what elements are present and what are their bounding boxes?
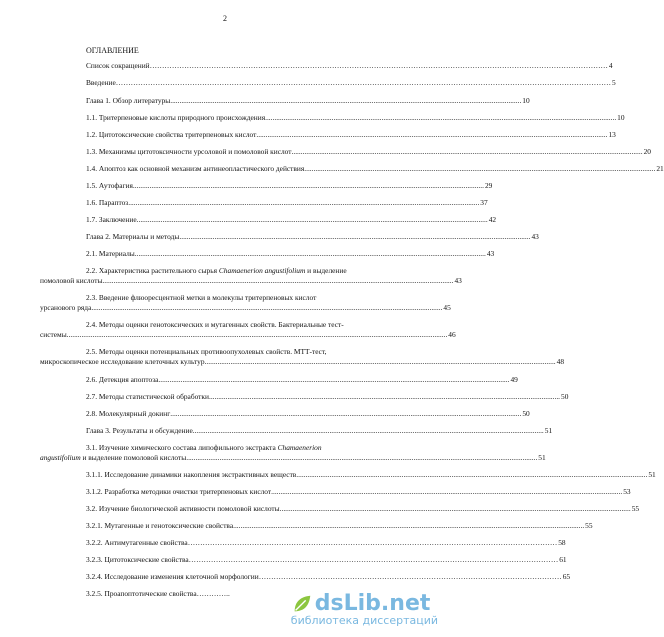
leader-dots: .............................................................................................................................................................................................. (179, 232, 531, 241)
toc-entry-text: Глава 1. Обзор литературы (86, 96, 171, 105)
toc-entry[interactable] (86, 504, 640, 513)
toc-entry-page: 37 (480, 198, 488, 207)
leader-dots: .............................................................................................................................................................................................. (136, 215, 488, 224)
toc-entry-text: Глава 3. Результаты и обсуждение (86, 426, 193, 435)
toc-entry-text: 2.2. Характеристика растительного сырья Chamaenerion angustifolium и выделение (86, 266, 347, 275)
toc-entry-text: 1.7. Заключение (86, 215, 137, 224)
leader-dots: .............................................................................................................................................................................................. (304, 164, 656, 173)
leader-dots: .............................................................................................................................................................................................. (158, 375, 510, 384)
leaf-icon (291, 593, 313, 615)
toc-entry[interactable] (86, 130, 616, 139)
toc-entry-text: помоловой кислоты (40, 276, 103, 285)
toc-entry-line2[interactable] (40, 330, 456, 339)
toc-entry-page: 20 (643, 147, 651, 156)
toc-entry-text: 3.2.1. Мутагенные и генотоксические свойства (86, 521, 234, 530)
toc-entry[interactable] (86, 215, 497, 224)
toc-entry-page: 50 (522, 409, 530, 418)
toc-entry-page: 55 (631, 504, 640, 513)
leader-dots: .............................................................................................................................................................................................. (102, 276, 454, 285)
toc-entry-page: 43 (531, 232, 539, 241)
toc-entry-text: 1.1. Тритерпеновые кислоты природного происхождения (86, 113, 266, 122)
toc-entry[interactable] (86, 198, 488, 207)
toc-entry-page: 43 (454, 276, 462, 285)
toc-entry-page: 65 (562, 572, 571, 581)
toc-entry-text: 3.1.2. Разработка методики очистки тритерпеновых кислот (86, 487, 272, 496)
toc-entry-text: 1.6. Парaптоз (86, 198, 129, 207)
toc-entry-line2[interactable] (40, 357, 565, 366)
toc-entry[interactable] (86, 589, 286, 598)
toc-entry-text: 2.6. Детекция апоптоза (86, 375, 159, 384)
leader-dots: .............................................................................................................................................................................................. (279, 504, 631, 513)
toc-entry-text: 2.7. Методы статистической обработки (86, 392, 209, 401)
toc-entry-page: 42 (488, 215, 497, 224)
page-number: 2 (223, 14, 227, 23)
logo-text: dsLib.net (314, 591, 431, 616)
toc-entry-text: 3.2.3. Цитотоксические свойства (86, 555, 189, 564)
leader-dots: ………….. (196, 589, 230, 598)
toc-entry-text: 3.2.2. Антимутагенные свойства (86, 538, 188, 547)
toc-entry-page: 51 (544, 426, 553, 435)
toc-entry-text: 3.1.1. Исследование динамики накопления экстрактивных веществ (86, 470, 297, 479)
toc-entry[interactable] (86, 96, 530, 105)
toc-entry-page: 45 (443, 303, 451, 312)
toc-entry[interactable] (86, 555, 567, 564)
toc-entry[interactable] (86, 538, 566, 547)
toc-entry[interactable] (86, 232, 539, 241)
logo-subtitle: библиотека диссертаций (290, 614, 438, 627)
toc-entry-page: 43 (486, 249, 495, 258)
toc-entry[interactable] (86, 375, 518, 384)
leader-dots: .............................................................................................................................................................................................. (186, 453, 538, 462)
leader-dots: …………………………………………………………………………………………………………………………………… (187, 538, 558, 547)
toc-entry-page: 29 (484, 181, 493, 190)
dslib-watermark (291, 591, 438, 627)
toc-entry-text: 2.3. Введение флюоресцентной метки в молекулы тритерпеновых кислот (86, 293, 317, 302)
toc-entry-page: 10 (617, 113, 625, 122)
toc-entry-page: 13 (608, 130, 616, 139)
leader-dots: .............................................................................................................................................................................................. (233, 521, 585, 530)
toc-entry-page: 50 (561, 392, 569, 401)
toc-entry-page: 58 (558, 538, 566, 547)
toc-heading: ОГЛАВЛЕНИЕ (86, 46, 139, 55)
toc-entry[interactable] (86, 113, 625, 122)
toc-entry-text: 3.1. Изучение химического состава липофильного экстракта Chamaenerion (86, 443, 322, 452)
toc-entry-text: 1.5. Аутофагия (86, 181, 133, 190)
toc-entry-page: 61 (559, 555, 567, 564)
leader-dots: .............................................................................................................................................................................................. (265, 113, 617, 122)
leader-dots: .............................................................................................................................................................................................................. (66, 330, 448, 339)
toc-entry-text: 2.4. Методы оценки генотоксических и мутагенных свойств. Бактериальные тест- (86, 320, 344, 329)
toc-entry-text: 2.1. Материалы (86, 249, 135, 258)
toc-entry-line2[interactable] (40, 276, 462, 285)
toc-entry-text: Список сокращений (86, 61, 150, 70)
leader-dots: .............................................................................................................................................................................................. (208, 392, 561, 401)
toc-entry-page: 21 (656, 164, 664, 173)
toc-entry-text: 3.2.4. Исследование изменения клеточной морфологии (86, 572, 259, 581)
leader-dots: .............................................................................................................................................................................................. (204, 357, 556, 366)
toc-entry-line2[interactable] (40, 303, 451, 312)
toc-entry[interactable] (86, 572, 571, 581)
leader-dots: .............................................................................................................................................................................................. (192, 426, 544, 435)
leader-dots: …………………………………………………………………………………………………………………………………… (188, 555, 559, 564)
leader-dots: .............................................................................................................................................................................................. (128, 198, 480, 207)
toc-entry[interactable] (86, 409, 530, 418)
toc-entry-line1[interactable] (86, 266, 410, 275)
toc-entry-page: 5 (611, 78, 616, 87)
toc-entry-text: 2.8. Молекулярный докинг (86, 409, 171, 418)
toc-entry[interactable] (86, 61, 613, 70)
toc-entry[interactable] (86, 181, 493, 190)
toc-entry[interactable] (86, 426, 553, 435)
toc-entry-line1[interactable] (86, 320, 410, 329)
toc-entry-page: 49 (510, 375, 518, 384)
toc-entry-text: 2.5. Методы оценки потенциальных противоопухолевых свойств. МТТ-тест, (86, 347, 327, 356)
dslib-logo (291, 591, 438, 616)
toc-entry-page: 55 (585, 521, 593, 530)
toc-entry-text: Глава 2. Материалы и методы (86, 232, 180, 241)
toc-entry-text: Введение (86, 78, 116, 87)
toc-entry[interactable] (86, 521, 593, 530)
toc-entry-text: 1.3. Механизмы цитотоксичности урсоловой и помоловой кислот (86, 147, 292, 156)
leader-dots: .............................................................................................................................................................................................. (296, 470, 648, 479)
toc-entry-text: микроскопическое исследование клеточных культур (40, 357, 205, 366)
toc-entry[interactable] (86, 164, 664, 173)
leader-dots: .............................................................................................................................................................................................. (291, 147, 643, 156)
toc-entry[interactable] (86, 392, 569, 401)
leader-dots: .............................................................................................................................................................................................. (170, 96, 522, 105)
toc-entry-text: 1.4. Апоптоз как основной механизм антинеопластического действия (86, 164, 305, 173)
leader-dots: …………………………………………………………………………………………………………………………………………………………………… (149, 61, 608, 70)
leader-dots: .............................................................................................................................................................................................. (91, 303, 443, 312)
leader-dots: ………………………………………………………………………………………………………………………………………………………………………………… (115, 78, 611, 87)
toc-entry-text: 1.2. Цитотоксические свойства тритерпеновых кислот (86, 130, 257, 139)
toc-entry[interactable] (86, 487, 631, 496)
toc-entry-page: 53 (623, 487, 631, 496)
toc-entry-page: 10 (522, 96, 530, 105)
toc-entry-line1[interactable] (86, 293, 410, 302)
toc-entry[interactable] (86, 249, 495, 258)
toc-entry-text: 3.2.5. Проапоптотические свойства (86, 589, 197, 598)
leader-dots: .............................................................................................................................................................................................. (170, 409, 522, 418)
leader-dots: .............................................................................................................................................................................................. (256, 130, 608, 139)
toc-entry-page: 4 (608, 61, 613, 70)
toc-entry-text: angustifolium и выделение помоловой кислоты (40, 453, 187, 462)
toc-entry-page: 46 (448, 330, 456, 339)
toc-entry-text: 3.2. Изучение биологической активности помоловой кислоты (86, 504, 280, 513)
toc-entry-page: 48 (556, 357, 565, 366)
toc-entry-text: урсанового ряда (40, 303, 92, 312)
toc-entry-line2[interactable] (40, 453, 546, 462)
toc-entry-line1[interactable] (86, 443, 410, 452)
toc-entry-text: системы (40, 330, 67, 339)
leader-dots: …………………………………………………………………………………………………………… (258, 572, 562, 581)
toc-entry[interactable] (86, 78, 616, 87)
leader-dots: .............................................................................................................................................................................................. (134, 249, 486, 258)
toc-entry[interactable] (86, 470, 656, 479)
toc-entry-page: 51 (648, 470, 656, 479)
leader-dots: .............................................................................................................................................................................................. (132, 181, 484, 190)
toc-entry-line1[interactable] (86, 347, 410, 356)
leader-dots: .............................................................................................................................................................................................. (271, 487, 623, 496)
toc-entry[interactable] (86, 147, 651, 156)
toc-entry-page: 51 (538, 453, 546, 462)
